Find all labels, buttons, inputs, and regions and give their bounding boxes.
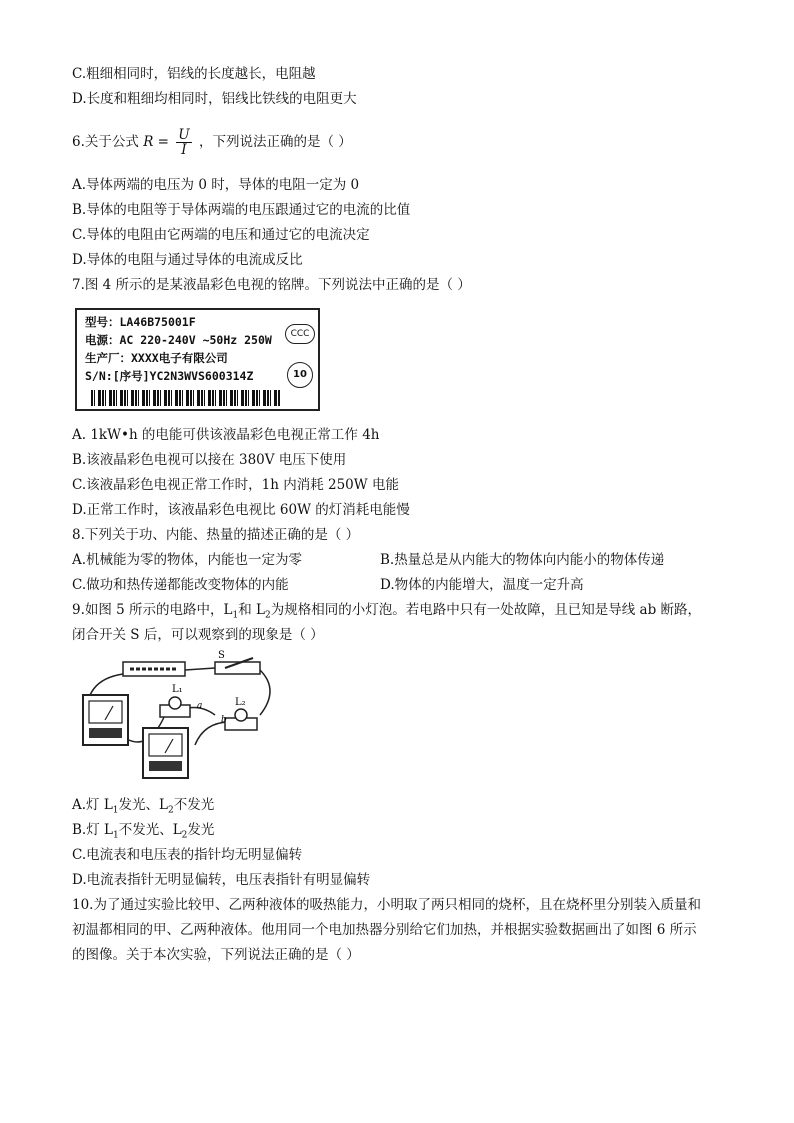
barcode-icon — [91, 390, 281, 406]
q6-option-c: C.导体的电阻由它两端的电压和通过它的电流决定 — [72, 227, 370, 243]
q7-option-d: D.正常工作时，该液晶彩色电视比 60W 的灯消耗电能慢 — [72, 502, 410, 518]
q9-option-d: D.电流表指针无明显偏转，电压表指针有明显偏转 — [72, 872, 371, 888]
q10-stem-line1: 10.为了通过实验比较甲、乙两种液体的吸热能力，小明取了两只相同的烧杯，且在烧杯里分别装入质量和 — [72, 897, 701, 913]
q9b-text: 不发光、L — [118, 822, 182, 838]
circuit-figure — [75, 650, 280, 780]
q7-option-c: C.该液晶彩色电视正常工作时，1h 内消耗 250W 电能 — [72, 477, 399, 493]
q9-sub: 2 — [265, 610, 271, 621]
q6-option-a: A.导体两端的电压为 0 时，导体的电阻一定为 0 — [72, 177, 360, 193]
q7-option-a: A. 1kW•h 的电能可供该液晶彩色电视正常工作 4h — [72, 427, 380, 443]
q6-formula-lhs: R = — [143, 134, 169, 150]
q9-text: 为规格相同的小灯泡。若电路中只有一处故障，且已知是导线 ab 断路， — [270, 602, 702, 618]
q10-stem-line2: 初温都相同的甲、乙两种液体。他用同一个电加热器分别给它们加热，并根据实验数据画出了如图 6 所示 — [72, 922, 697, 938]
q6-stem-suffix: ，下列说法正确的是（ ） — [198, 134, 352, 150]
q9-text: 和 L — [238, 602, 266, 618]
lamp-l1-label: L₁ — [172, 684, 183, 695]
ccc-certification-icon: CCC — [285, 324, 315, 344]
q6-option-b: B.导体的电阻等于导体两端的电压跟通过它的电流的比值 — [72, 202, 411, 218]
q9-sub: 1 — [232, 610, 239, 621]
q9a-text: A.灯 L — [72, 797, 113, 813]
q9a-sub: 1 — [112, 805, 119, 816]
q9-option-c: C.电流表和电压表的指针均无明显偏转 — [72, 847, 303, 863]
nameplate-power: 电源：AC 220-240V ~50Hz 250W — [85, 333, 272, 347]
lamp-l2-icon — [235, 709, 247, 721]
q9b-sub: 2 — [181, 830, 188, 841]
nameplate-model: 型号：LA46B75001F — [85, 315, 196, 329]
q9b-text: 发光 — [187, 822, 215, 838]
q7-option-b: B.该液晶彩色电视可以接在 380V 电压下使用 — [72, 452, 347, 468]
q6-formula-fraction — [176, 128, 191, 157]
energy-label-icon: 10 — [287, 362, 313, 388]
q9b-text: B.灯 L — [72, 822, 113, 838]
voltmeter-icon — [83, 695, 128, 745]
q8-option-c: C.做功和热传递都能改变物体的内能 — [72, 577, 289, 593]
point-a-label: a — [197, 701, 203, 711]
q8-stem: 8.下列关于功、内能、热量的描述正确的是（ ） — [72, 527, 360, 543]
q6-stem-prefix: 6.关于公式 — [72, 134, 139, 150]
q6-formula-denominator: I — [181, 142, 187, 158]
q8-option-a: A.机械能为零的物体，内能也一定为零 — [72, 552, 303, 568]
q8-option-d: D.物体的内能增大，温度一定升高 — [380, 577, 584, 593]
ammeter-icon — [143, 728, 188, 778]
q9a-text: 不发光 — [173, 797, 215, 813]
q9a-sub: 2 — [168, 805, 174, 816]
q9-option-b — [72, 821, 214, 845]
nameplate-serial: S/N:[序号]YC2N3WVS600314Z — [85, 369, 254, 383]
tv-nameplate-figure — [75, 308, 320, 411]
q8-option-b: B.热量总是从内能大的物体向内能小的物体传递 — [380, 552, 665, 568]
q9-stem-line2: 闭合开关 S 后，可以观察到的现象是（ ） — [72, 627, 324, 643]
nameplate-manufacturer: 生产厂：XXXX电子有限公司 — [85, 351, 228, 365]
q9a-text: 发光、L — [118, 797, 168, 813]
q6-formula-numerator: U — [178, 127, 190, 143]
q6-option-d: D.导体的电阻与通过导体的电流成反比 — [72, 252, 303, 268]
lamp-l2-label: L₂ — [235, 697, 246, 708]
switch-label: S — [218, 650, 225, 661]
point-b-label: b — [221, 715, 227, 725]
q9-text: 9.如图 5 所示的电路中，L — [72, 602, 233, 618]
q5-option-d: D.长度和粗细均相同时，铝线比铁线的电阻更大 — [72, 91, 357, 107]
q6-stem — [72, 124, 352, 160]
q9b-sub: 1 — [112, 830, 119, 841]
q9-option-a — [72, 796, 214, 820]
q9-stem-line1 — [72, 601, 701, 625]
q7-stem: 7.图 4 所示的是某液晶彩色电视的铭牌。下列说法中正确的是（ ） — [72, 277, 471, 293]
lamp-l1-icon — [169, 697, 181, 709]
q5-option-c: C.粗细相同时，铝线的长度越长，电阻越 — [72, 66, 316, 82]
q10-stem-line3: 的图像。关于本次实验，下列说法正确的是（ ） — [72, 947, 360, 963]
